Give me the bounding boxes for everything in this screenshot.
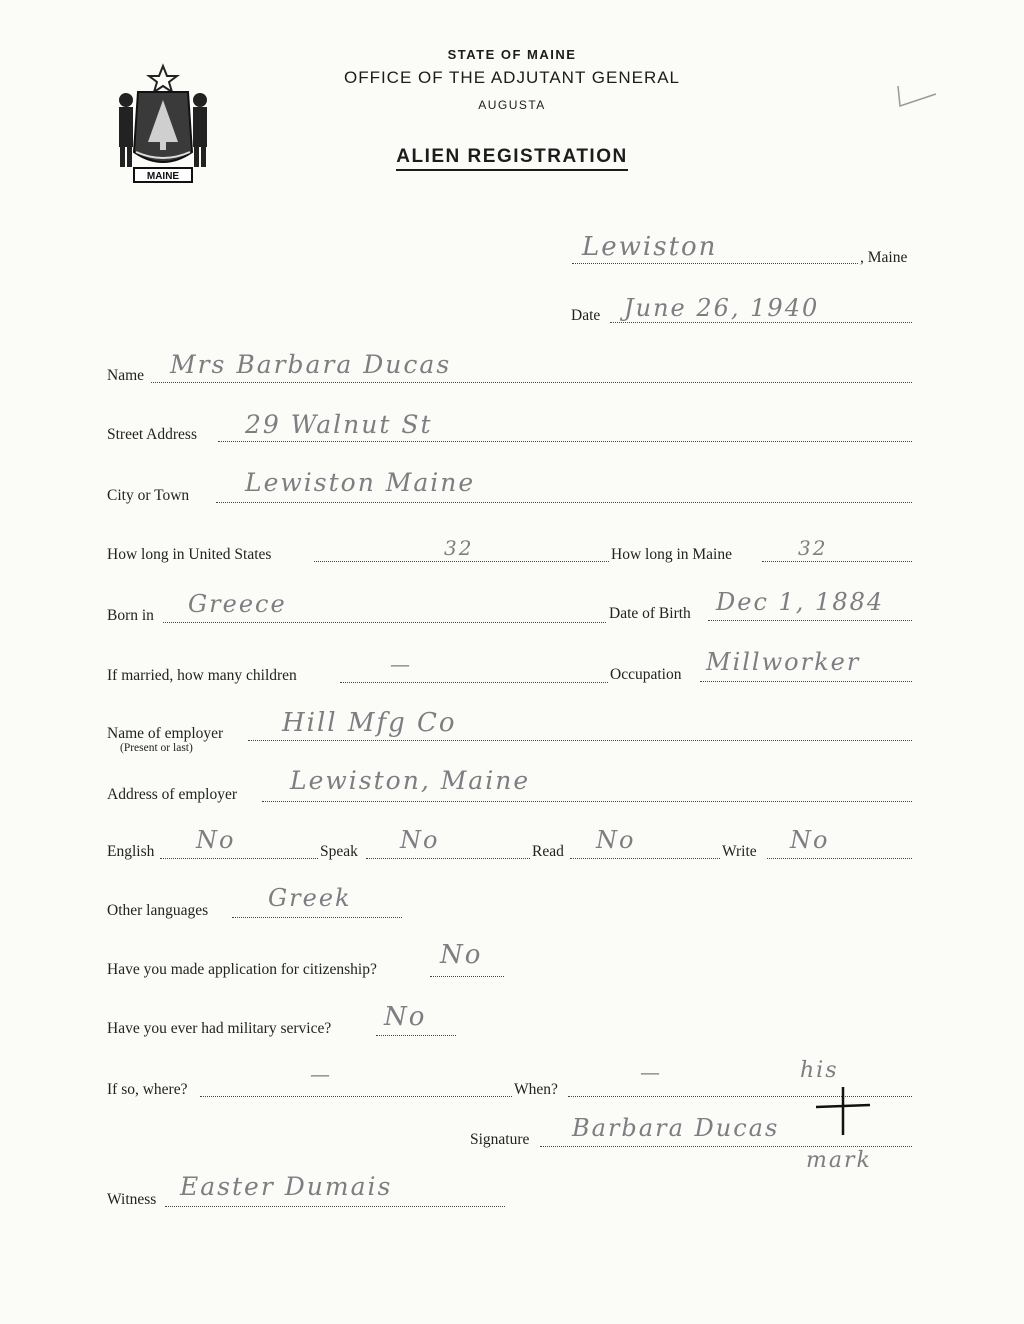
x-mark-icon (812, 1085, 874, 1137)
office-heading: OFFICE OF THE ADJUTANT GENERAL (343, 68, 681, 87)
children-line (340, 682, 608, 683)
english-label: English (107, 843, 155, 860)
occupation-line (700, 681, 912, 682)
born-value: Greece (188, 590, 287, 618)
military-label: Have you ever had military service? (107, 1020, 332, 1037)
other-languages-line (232, 917, 402, 918)
employer-address-label: Address of employer (107, 786, 237, 803)
write-value: No (790, 826, 830, 854)
where-value: — (310, 1062, 332, 1086)
military-line (376, 1035, 456, 1036)
city-label: City or Town (107, 487, 190, 504)
signature-value: Barbara Ducas (572, 1114, 780, 1142)
signature-mark-bottom: mark (806, 1148, 872, 1173)
form-title (0, 146, 1024, 168)
write-line (767, 858, 912, 859)
occupation-value: Millworker (706, 648, 861, 676)
write-label: Write (722, 843, 757, 860)
where-label: If so, where? (107, 1081, 188, 1098)
employer-label: Name of employer (107, 725, 224, 742)
street-line (218, 441, 912, 442)
other-languages-value: Greek (268, 884, 352, 912)
witness-value: Easter Dumais (180, 1172, 393, 1201)
name-label: Name (107, 367, 145, 384)
when-value: — (640, 1060, 662, 1084)
city-line (216, 502, 912, 503)
name-line (151, 382, 912, 383)
street-value: 29 Walnut St (245, 410, 433, 439)
when-label: When? (514, 1081, 558, 1098)
english-line (160, 858, 318, 859)
date-line (610, 322, 912, 323)
citizenship-label: Have you made application for citizenship? (107, 961, 377, 978)
witness-line (165, 1206, 505, 1207)
military-value: No (384, 1002, 427, 1032)
children-value: — (390, 652, 412, 676)
read-value: No (596, 826, 636, 854)
form-title-text: ALIEN REGISTRATION (396, 146, 627, 171)
employer-address-value: Lewiston, Maine (290, 766, 531, 795)
dob-line (708, 620, 912, 621)
signature-label: Signature (470, 1131, 530, 1148)
maine-time-line (762, 561, 912, 562)
date-label: Date (571, 307, 601, 324)
born-line (163, 622, 606, 623)
seal-banner-text: MAINE (146, 171, 180, 182)
city-value: Lewiston Maine (245, 468, 476, 497)
state-heading: STATE OF MAINE (447, 47, 577, 62)
check-mark-icon (892, 82, 942, 112)
city-heading: AUGUSTA (478, 98, 546, 112)
place-value: Lewiston (582, 232, 718, 262)
read-label: Read (532, 843, 564, 860)
speak-line (366, 858, 530, 859)
read-line (570, 858, 720, 859)
signature-mark-top: his (800, 1058, 839, 1083)
us-time-label: How long in United States (107, 546, 272, 563)
signature-line (540, 1146, 912, 1147)
us-time-value: 32 (444, 536, 474, 560)
street-label: Street Address (107, 426, 197, 443)
occupation-label: Occupation (610, 666, 682, 683)
employer-sublabel: (Present or last) (120, 742, 193, 754)
dob-label: Date of Birth (609, 605, 691, 622)
other-languages-label: Other languages (107, 902, 209, 919)
dob-value: Dec 1, 1884 (716, 588, 885, 616)
us-time-line (314, 561, 609, 562)
employer-value: Hill Mfg Co (282, 708, 457, 738)
where-line (200, 1096, 512, 1097)
employer-line (248, 740, 912, 741)
place-line (572, 263, 858, 264)
citizenship-value: No (440, 940, 483, 970)
maine-time-label: How long in Maine (611, 546, 732, 563)
children-label: If married, how many children (107, 667, 297, 684)
born-label: Born in (107, 607, 154, 624)
speak-value: No (400, 826, 440, 854)
english-value: No (196, 826, 236, 854)
date-value: June 26, 1940 (624, 294, 820, 322)
citizenship-line (430, 976, 504, 977)
speak-label: Speak (320, 843, 358, 860)
employer-address-line (262, 801, 912, 802)
place-label: , Maine (860, 249, 908, 266)
witness-label: Witness (107, 1191, 157, 1208)
name-value: Mrs Barbara Ducas (170, 350, 452, 379)
maine-time-value: 32 (798, 536, 828, 560)
